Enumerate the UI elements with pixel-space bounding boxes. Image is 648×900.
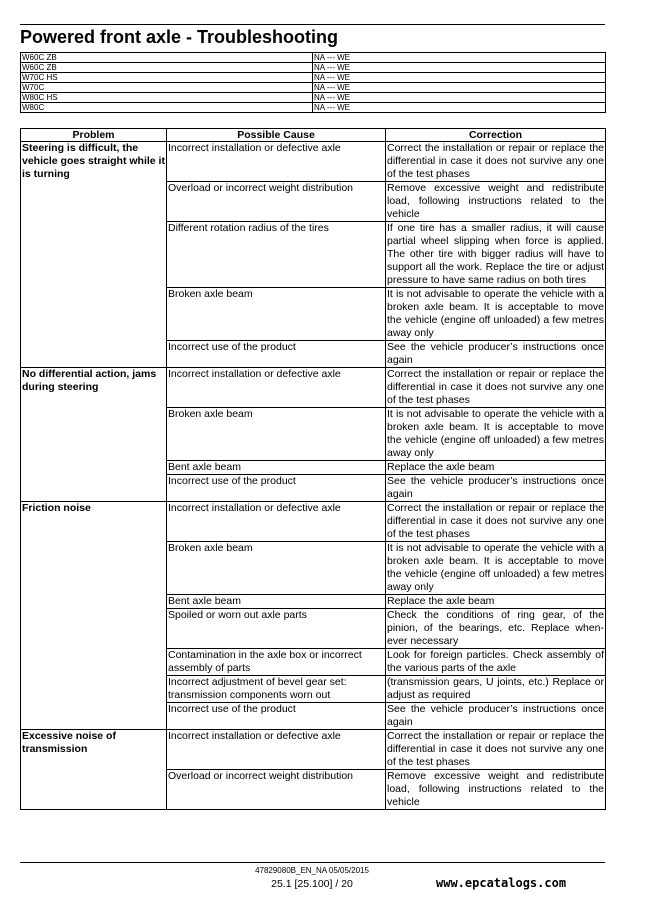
model-name: W60C ZB (21, 63, 313, 73)
cause-cell: Bent axle beam (167, 461, 386, 475)
model-row (21, 53, 606, 63)
correction-cell: If one tire has a smaller radius, it will cause partial wheel slipping when force is applied. The other tire with bigger radius will have to support all the work. Replace the tire or adjust pressure to have same radius on both tires (387, 222, 604, 286)
cause-cell: Spoiled or worn out axle parts (167, 609, 386, 649)
model-market: NA --- WE (313, 83, 606, 93)
correction-cell: (transmission gears, U joints, etc.) Replace or adjust as required (387, 676, 604, 701)
footer-rule (20, 862, 605, 863)
cause-cell: Incorrect installation or defective axle (167, 730, 386, 770)
page-title: Powered front axle - Troubleshooting (20, 27, 339, 47)
correction-cell: Remove excessive weight and redistribute load, following instructions related to the vehicle (387, 770, 604, 808)
model-market: NA --- WE (313, 103, 606, 113)
header-rule (20, 24, 605, 25)
cause-cell: Bent axle beam (167, 595, 386, 609)
model-name: W70C HS (21, 73, 313, 83)
cause-cell: Broken axle beam (167, 542, 386, 595)
table-row (21, 730, 606, 770)
cause-cell: Contamination in the axle box or incorrect assembly of parts (167, 649, 386, 676)
cause-cell: Broken axle beam (167, 288, 386, 341)
column-header-problem: Problem (21, 129, 167, 142)
model-market: NA --- WE (313, 63, 606, 73)
model-name: W70C (21, 83, 313, 93)
correction-cell: Correct the installation or repair or replace the differential in case it does not survive any one of the test phases (387, 502, 604, 540)
table-row (21, 142, 606, 182)
model-market: NA --- WE (313, 73, 606, 83)
cause-cell: Incorrect use of the product (167, 341, 386, 368)
model-name: W80C (21, 103, 313, 113)
model-list (21, 53, 606, 113)
document-code: 47829080B_EN_NA 05/05/2015 (255, 866, 369, 875)
correction-cell: Correct the installation or repair or replace the differential in case it does not survive any one of the test phases (387, 142, 604, 180)
cause-cell: Incorrect installation or defective axle (167, 502, 386, 542)
correction-cell: See the vehicle producer’s instructions once again (387, 475, 604, 500)
problem-cell: Excessive noise of transmission (21, 730, 167, 810)
cause-cell: Broken axle beam (167, 408, 386, 461)
table-row (21, 368, 606, 408)
troubleshooting-table (20, 128, 606, 810)
model-name: W80C HS (21, 93, 313, 103)
page-number: 25.1 [25.100] / 20 (271, 878, 353, 890)
cause-cell: Incorrect installation or defective axle (167, 142, 386, 182)
model-name: W60C ZB (21, 53, 313, 63)
model-row (21, 83, 606, 93)
model-applicability-table (20, 52, 606, 113)
model-row (21, 103, 606, 113)
correction-cell: It is not advisable to operate the vehicle with a broken axle beam. It is acceptable to move the vehicle (engine off unloaded) a few metres away only (387, 288, 604, 339)
correction-cell: Look for foreign particles. Check assembly of the various parts of the axle (387, 649, 604, 674)
troubleshooting-rows (21, 142, 606, 810)
cause-cell: Incorrect adjustment of bevel gear set: transmission components worn out (167, 676, 386, 703)
problem-cell: No differential action, jams during steering (21, 368, 167, 502)
model-row (21, 73, 606, 83)
problem-cell: Steering is difficult, the vehicle goes straight while it is turning (21, 142, 167, 368)
cause-cell: Incorrect use of the product (167, 703, 386, 730)
problem-cell: Friction noise (21, 502, 167, 730)
correction-cell: Replace the axle beam (386, 461, 606, 475)
table-row (21, 502, 606, 542)
correction-cell: Replace the axle beam (386, 595, 606, 609)
column-header-correction: Correction (386, 129, 606, 142)
correction-cell: It is not advisable to operate the vehicle with a broken axle beam. It is acceptable to move the vehicle (engine off unloaded) a few metres away only (387, 542, 604, 593)
correction-cell: See the vehicle producer’s instructions once again (387, 703, 604, 728)
model-market: NA --- WE (313, 93, 606, 103)
correction-cell: Correct the installation or repair or replace the differential in case it does not survive any one of the test phases (387, 730, 604, 768)
model-row (21, 63, 606, 73)
correction-cell: Correct the installation or repair or replace the differential in case it does not survive any one of the test phases (387, 368, 604, 406)
correction-cell: Check the conditions of ring gear, of the pinion, of the bearings, etc. Replace when-ever necessary (387, 609, 604, 647)
cause-cell: Incorrect installation or defective axle (167, 368, 386, 408)
cause-cell: Incorrect use of the product (167, 475, 386, 502)
correction-cell: See the vehicle producer’s instructions once again (387, 341, 604, 366)
cause-cell: Overload or incorrect weight distribution (167, 770, 386, 810)
watermark-url: www.epcatalogs.com (436, 876, 567, 890)
column-header-cause: Possible Cause (167, 129, 386, 142)
model-market: NA --- WE (313, 53, 606, 63)
model-row (21, 93, 606, 103)
correction-cell: It is not advisable to operate the vehicle with a broken axle beam. It is acceptable to move the vehicle (engine off unloaded) a few metres away only (387, 408, 604, 459)
correction-cell: Remove excessive weight and redistribute load, following instructions related to the vehicle (387, 182, 604, 220)
cause-cell: Overload or incorrect weight distribution (167, 182, 386, 222)
cause-cell: Different rotation radius of the tires (167, 222, 386, 288)
table-header-row (21, 129, 606, 142)
